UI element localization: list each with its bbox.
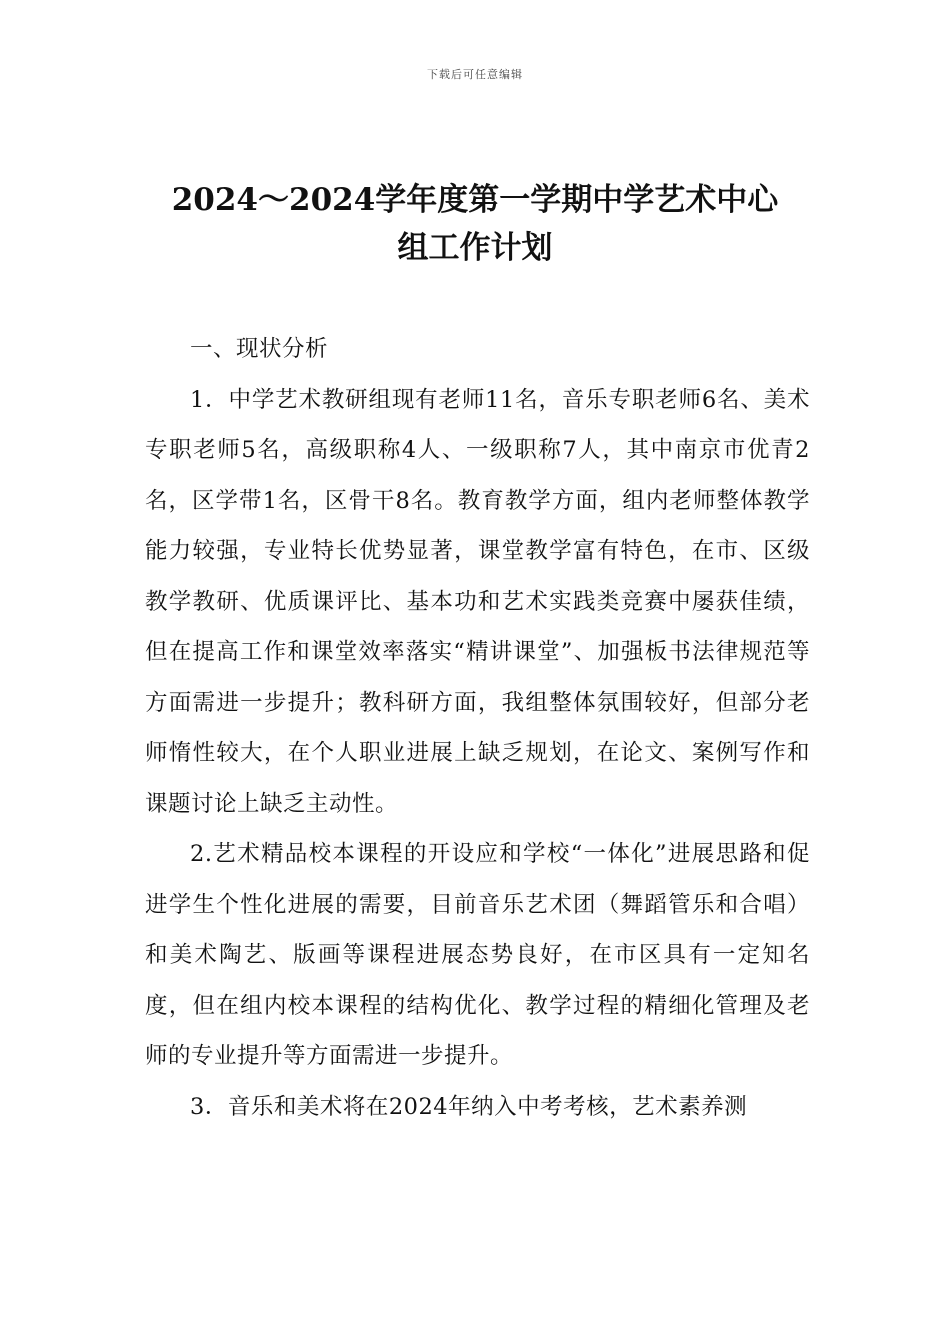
document-body [145,324,810,1132]
title-line-1: 2024～2024学年度第一学期中学艺术中心 [171,182,779,218]
section-heading: 一、现状分析 [190,336,329,362]
header-note: 下载后可任意编辑 [427,68,523,81]
document-title [140,176,810,272]
paragraph-3: 3．音乐和美术将在2024年纳入中考考核，艺术素养测 [190,1093,748,1120]
title-line-2: 组工作计划 [397,230,553,266]
paragraph-2: 2.艺术精品校本课程的开设应和学校“一体化”进展思路和促进学生个性化进展的需要，目前音乐艺术团（舞蹈管乐和合唱）和美术陶艺、版画等课程进展态势良好，在市区具有一定知名度，但在组内校本课程的结构优化、教学过程的精细化管理及老师的专业提升等方面需进一步提升。 [145,841,810,1069]
paragraph-1: 1．中学艺术教研组现有老师11名，音乐专职老师6名、美术专职老师5名，高级职称4人、一级职称7人，其中南京市优青2名，区学带1名，区骨干8名。教育教学方面，组内老师整体教学能力较强，专业特长优势显著，课堂教学富有特色，在市、区级教学教研、优质课评比、基本功和艺术实践类竞赛中屡获佳绩，但在提高工作和课堂效率落实“精讲课堂”、加强板书法律规范等方面需进一步提升；教科研方面，我组整体氛围较好，但部分老师惰性较大，在个人职业进展上缺乏规划，在论文、案例写作和课题讨论上缺乏主动性。 [145,386,810,817]
